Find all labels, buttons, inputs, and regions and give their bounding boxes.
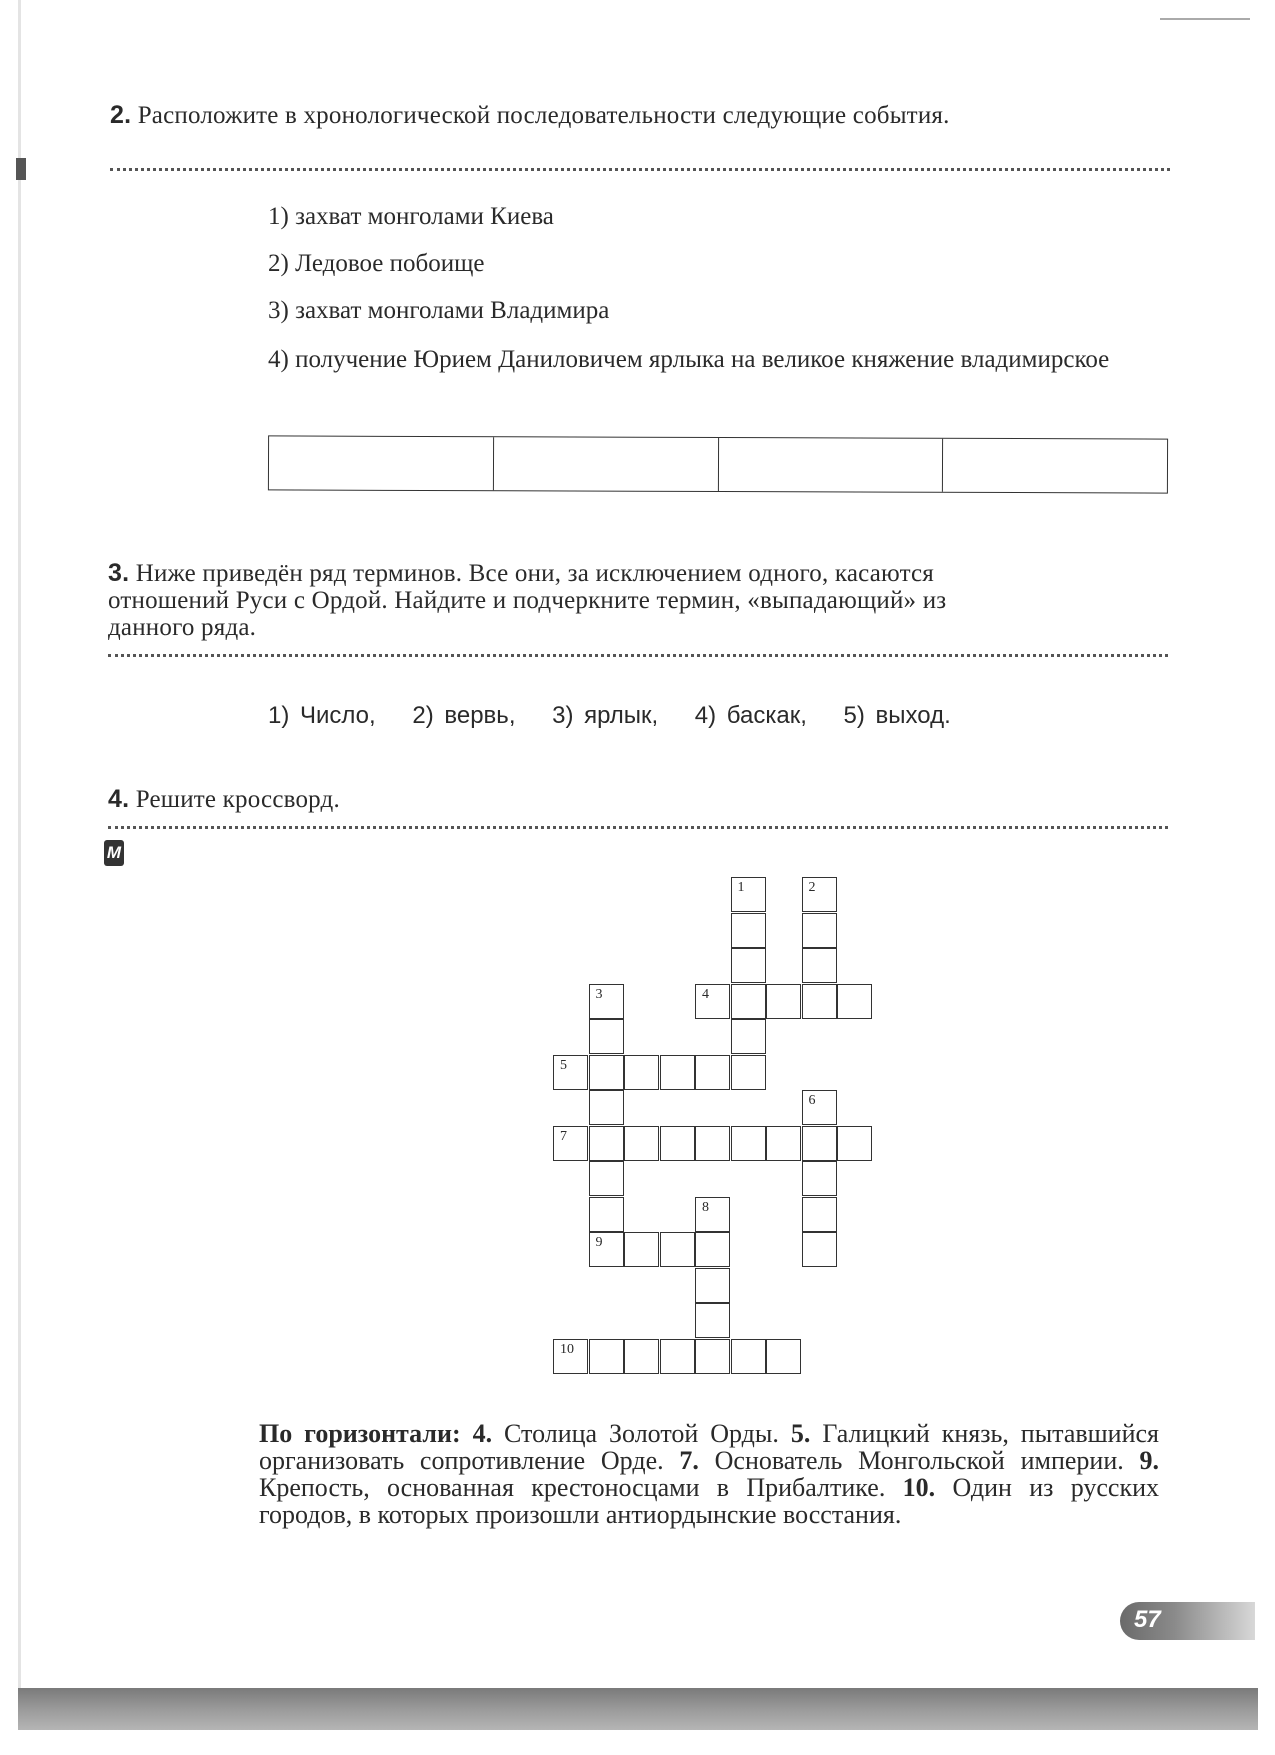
crossword-number: 10 bbox=[560, 1341, 574, 1357]
clue-text: Крепость, основанная крестоносцами в Прибалтике. bbox=[259, 1473, 886, 1502]
crossword-cell[interactable] bbox=[624, 1232, 659, 1267]
dotted-divider bbox=[108, 654, 1168, 657]
task-3-number: 3. bbox=[108, 559, 130, 587]
term-item[interactable]: 2) вервь, bbox=[412, 702, 516, 729]
crossword-cell[interactable] bbox=[837, 984, 872, 1019]
crossword-cell[interactable] bbox=[731, 913, 766, 948]
answer-table bbox=[268, 435, 1168, 493]
crossword-cell[interactable] bbox=[695, 984, 730, 1019]
crossword-cell[interactable] bbox=[766, 1126, 801, 1161]
clues-heading: По горизонтали: bbox=[259, 1419, 461, 1448]
crossword-cell[interactable] bbox=[695, 1232, 730, 1267]
term-item[interactable]: 3) ярлык, bbox=[552, 702, 659, 729]
crossword-number: 7 bbox=[560, 1128, 567, 1144]
bottom-scan-bar bbox=[18, 1688, 1258, 1730]
clue-number: 4. bbox=[472, 1419, 493, 1448]
crossword-cell[interactable] bbox=[802, 1090, 837, 1125]
clue-text: Один из русских городов, в которых произошли антиордынские восстания. bbox=[259, 1473, 1159, 1529]
crossword-cell[interactable] bbox=[802, 1126, 837, 1161]
crossword-cell[interactable] bbox=[589, 1055, 624, 1090]
answer-cell[interactable] bbox=[718, 438, 943, 492]
crossword-cell[interactable] bbox=[589, 1339, 624, 1374]
clue-number: 7. bbox=[679, 1446, 699, 1475]
crossword-cell[interactable] bbox=[695, 1197, 730, 1232]
task-3-text: Ниже приведён ряд терминов. Все они, за исключением одного, касаются отношений Руси с Ордой. Найдите и подчеркните термин, «выпадающий» из данного ряда. bbox=[108, 560, 947, 641]
crossword-cell[interactable] bbox=[660, 1339, 695, 1374]
dotted-divider bbox=[110, 168, 1170, 171]
crossword-cell[interactable] bbox=[695, 1268, 730, 1303]
clue-text: Столица Золотой Орды. bbox=[504, 1419, 779, 1448]
crossword-number: 9 bbox=[595, 1235, 603, 1250]
crossword-cell[interactable] bbox=[695, 1339, 730, 1374]
crossword-cell[interactable] bbox=[660, 1126, 695, 1161]
crossword-number: 1 bbox=[737, 880, 745, 895]
crossword-cell[interactable] bbox=[695, 1126, 730, 1161]
crossword-number: 2 bbox=[808, 880, 816, 895]
crossword-number: 6 bbox=[808, 1093, 816, 1108]
crossword-cell[interactable] bbox=[589, 1126, 624, 1161]
crossword-cell[interactable] bbox=[731, 1126, 766, 1161]
term-item[interactable]: 5) выход. bbox=[843, 702, 951, 729]
crossword-cell[interactable] bbox=[766, 984, 801, 1019]
crossword-cell[interactable] bbox=[624, 1126, 659, 1161]
crossword-cell[interactable] bbox=[766, 1339, 801, 1374]
answer-cell[interactable] bbox=[943, 439, 1167, 493]
task-4-number: 4. bbox=[108, 785, 130, 813]
crossword-cell[interactable] bbox=[731, 1019, 766, 1054]
crossword-cell[interactable] bbox=[624, 1339, 659, 1374]
term-item[interactable]: 4) баскак, bbox=[694, 702, 807, 729]
crossword-cell[interactable] bbox=[589, 1090, 624, 1125]
crossword-number: 3 bbox=[595, 986, 603, 1002]
task-3-prompt bbox=[108, 560, 1038, 641]
task-4-text: Решите кроссворд. bbox=[135, 786, 340, 813]
crossword-cell[interactable] bbox=[589, 984, 624, 1019]
crossword-cell[interactable] bbox=[837, 1126, 872, 1161]
page-number: 57 bbox=[1134, 1606, 1161, 1633]
crossword-number: 5 bbox=[560, 1057, 567, 1073]
binding-edge bbox=[18, 0, 21, 1700]
top-edge-line bbox=[1160, 18, 1250, 20]
crossword-cell[interactable] bbox=[553, 1339, 588, 1374]
crossword-cell[interactable] bbox=[624, 1055, 659, 1090]
crossword-cell[interactable] bbox=[589, 1161, 624, 1196]
crossword-cell[interactable] bbox=[731, 1339, 766, 1374]
task-2-number: 2. bbox=[110, 101, 132, 129]
crossword-cell[interactable] bbox=[802, 1161, 837, 1196]
term-item[interactable]: 1) Число, bbox=[268, 702, 376, 729]
crossword-cell[interactable] bbox=[802, 1232, 837, 1267]
task-2-text: Расположите в хронологической последовательности следующие события. bbox=[137, 102, 950, 129]
crossword-cell[interactable] bbox=[802, 877, 837, 912]
crossword-cell[interactable] bbox=[660, 1232, 695, 1267]
crossword-cell[interactable] bbox=[731, 1055, 766, 1090]
crossword-number: 8 bbox=[702, 1199, 709, 1215]
answer-cell[interactable] bbox=[269, 436, 494, 490]
m-icon: M bbox=[104, 840, 124, 866]
clue-text: Основатель Монгольской империи. bbox=[714, 1446, 1124, 1475]
crossword-cell[interactable] bbox=[553, 1126, 588, 1161]
crossword-cell[interactable] bbox=[589, 1019, 624, 1054]
crossword-cell[interactable] bbox=[695, 1055, 730, 1090]
task-2-item: 3) захват монголами Владимира bbox=[268, 297, 610, 324]
crossword-cell[interactable] bbox=[553, 1055, 588, 1090]
crossword-cell[interactable] bbox=[695, 1303, 730, 1338]
crossword-cell[interactable] bbox=[660, 1055, 695, 1090]
task-4-prompt bbox=[108, 786, 340, 813]
crossword-cell[interactable] bbox=[802, 913, 837, 948]
task-2-item: 2) Ледовое побоище bbox=[268, 250, 485, 277]
crossword-cell[interactable] bbox=[731, 984, 766, 1019]
answer-cell[interactable] bbox=[494, 437, 719, 491]
terms-list bbox=[268, 702, 977, 730]
crossword-cell[interactable] bbox=[802, 1197, 837, 1232]
task-2-item: 1) захват монголами Киева bbox=[268, 203, 554, 230]
page-number-badge bbox=[1120, 1602, 1255, 1640]
crossword-cell[interactable] bbox=[731, 877, 766, 912]
clue-text: Галицкий князь, пытавшийся организовать сопротивление Орде. bbox=[259, 1419, 1160, 1475]
side-tab-mark bbox=[16, 158, 26, 180]
crossword-cell[interactable] bbox=[589, 1232, 624, 1267]
crossword-cell[interactable] bbox=[589, 1197, 624, 1232]
crossword-cell[interactable] bbox=[802, 984, 837, 1019]
clues-across bbox=[259, 1420, 1159, 1528]
clue-number: 10. bbox=[902, 1473, 936, 1502]
dotted-divider bbox=[108, 826, 1168, 829]
crossword-number: 4 bbox=[702, 986, 709, 1002]
task-2-item: 4) получение Юрием Даниловичем ярлыка на великое княжение владимирское bbox=[268, 346, 1110, 373]
crossword-cell[interactable] bbox=[731, 948, 766, 983]
clue-number: 9. bbox=[1139, 1446, 1160, 1475]
clue-number: 5. bbox=[790, 1419, 811, 1448]
task-2-prompt bbox=[110, 102, 1030, 129]
crossword-cell[interactable] bbox=[802, 948, 837, 983]
